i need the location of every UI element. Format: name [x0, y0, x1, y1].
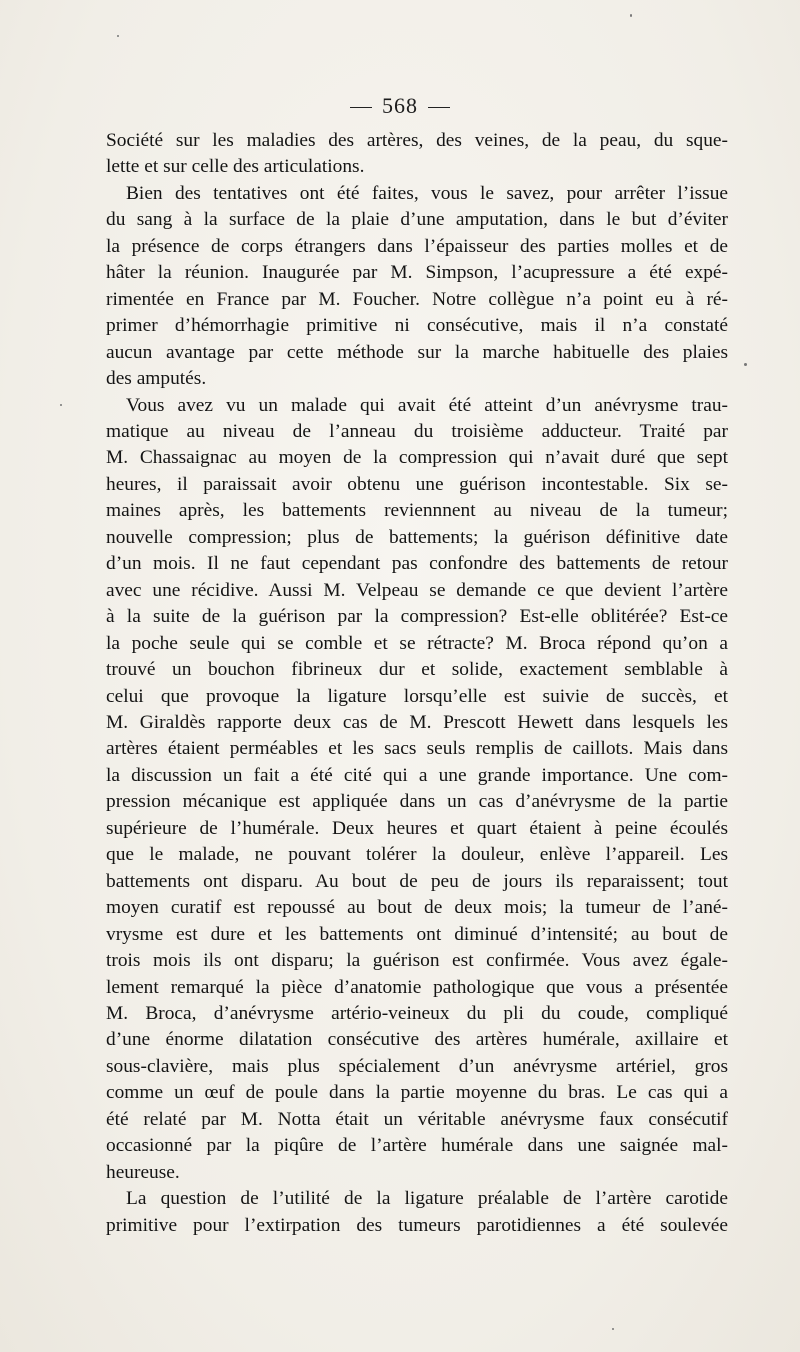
- text-line: M. Giraldès rapporte deux cas de M. Prescott Hewett dans lesquels les: [106, 711, 728, 733]
- text-line: celui que provoque la ligature lorsqu’elle est suivie de succès, et: [106, 685, 728, 707]
- text-line: la poche seule qui se comble et se rétracte? M. Broca répond qu’on a: [106, 632, 728, 654]
- text-line: trois mois ils ont disparu; la guérison est confirmée. Vous avez égale-: [106, 950, 728, 972]
- text-line: occasionné par la piqûre de l’artère humérale dans une saignée mal-: [106, 1135, 728, 1157]
- text-line: vrysme est dure et les battements ont diminué d’intensité; au bout de: [106, 923, 728, 945]
- text-line: supérieure de l’humérale. Deux heures et quart étaient à peine écoulés: [106, 817, 728, 839]
- text-line: La question de l’utilité de la ligature préalable de l’artère carotide: [126, 1188, 728, 1210]
- text-line: moyen curatif est repoussé au bout de deux mois; la tumeur de l’ané-: [106, 897, 728, 919]
- text-line: avec une récidive. Aussi M. Velpeau se demande ce que devient l’artère: [106, 579, 728, 601]
- text-line: aucun avantage par cette méthode sur la marche habituelle des plaies: [106, 341, 728, 363]
- text-line: maines après, les battements reviennnent au niveau de la tumeur;: [106, 500, 728, 522]
- text-line: nouvelle compression; plus de battements; la guérison définitive date: [106, 526, 728, 548]
- text-line: M. Broca, d’anévrysme artério-veineux du pli du coude, compliqué: [106, 1002, 728, 1024]
- text-line: à la suite de la guérison par la compression? Est-elle oblitérée? Est-ce: [106, 606, 728, 628]
- text-line: la discussion un fait a été cité qui a une grande importance. Une com-: [106, 764, 728, 786]
- text-line: sous-clavière, mais plus spécialement d’un anévrysme artériel, gros: [106, 1055, 728, 1077]
- paper-speck: [60, 404, 62, 406]
- text-line: comme un œuf de poule dans la partie moyenne du bras. Le cas qui a: [106, 1082, 728, 1104]
- text-line: d’un mois. Il ne faut cependant pas confondre des battements de retour: [106, 553, 728, 575]
- text-line: du sang à la surface de la plaie d’une amputation, dans le but d’éviter: [106, 209, 728, 231]
- paper-speck: [117, 35, 119, 37]
- text-line: des amputés.: [106, 368, 207, 390]
- paper-speck: [612, 1328, 614, 1330]
- text-line: lement remarqué la pièce d’anatomie pathologique que vous a présentée: [106, 976, 728, 998]
- text-line: que le malade, ne pouvant tolérer la douleur, enlève l’appareil. Les: [106, 844, 728, 866]
- page-number-dash-left: [350, 107, 372, 108]
- text-line: matique au niveau de l’anneau du troisième adducteur. Traité par: [106, 420, 728, 442]
- text-line: Société sur les maladies des artères, des veines, de la peau, du sque-: [106, 130, 728, 151]
- text-line: Bien des tentatives ont été faites, vous le savez, pour arrêter l’issue: [126, 182, 728, 204]
- text-line: lette et sur celle des articulations.: [106, 156, 365, 178]
- text-line: battements ont disparu. Au bout de peu de jours ils reparaissent; tout: [106, 870, 728, 892]
- text-line: été relaté par M. Notta était un véritable anévrysme faux consécutif: [106, 1108, 728, 1130]
- paper-speck: [744, 363, 747, 366]
- body-text: [106, 128, 728, 1239]
- page-number-dash-right: [428, 107, 450, 108]
- text-line: trouvé un bouchon fibrineux dur et solide, exactement semblable à: [106, 659, 728, 681]
- page-number: [0, 93, 800, 119]
- text-line: heureuse.: [106, 1161, 180, 1183]
- text-line: primitive pour l’extirpation des tumeurs parotidiennes a été soulevée: [106, 1214, 728, 1236]
- text-line: pression mécanique est appliquée dans un cas d’anévrysme de la partie: [106, 791, 728, 813]
- page-number-value: 568: [382, 93, 418, 118]
- text-line: M. Chassaignac au moyen de la compression qui n’avait duré que sept: [106, 447, 728, 469]
- text-line: rimentée en France par M. Foucher. Notre collègue n’a point eu à ré-: [106, 288, 728, 310]
- text-line: hâter la réunion. Inaugurée par M. Simpson, l’acupressure a été expé-: [106, 262, 728, 284]
- text-line: primer d’hémorrhagie primitive ni consécutive, mais il n’a constaté: [106, 315, 728, 337]
- text-line: artères étaient perméables et les sacs seuls remplis de caillots. Mais dans: [106, 738, 728, 760]
- text-line: heures, il paraissait avoir obtenu une guérison incontestable. Six se-: [106, 473, 728, 495]
- text-line: Vous avez vu un malade qui avait été atteint d’un anévrysme trau-: [126, 394, 728, 416]
- paper-speck: [630, 14, 632, 17]
- text-line: d’une énorme dilatation consécutive des artères humérale, axillaire et: [106, 1029, 728, 1051]
- text-line: la présence de corps étrangers dans l’épaisseur des parties molles et de: [106, 235, 728, 257]
